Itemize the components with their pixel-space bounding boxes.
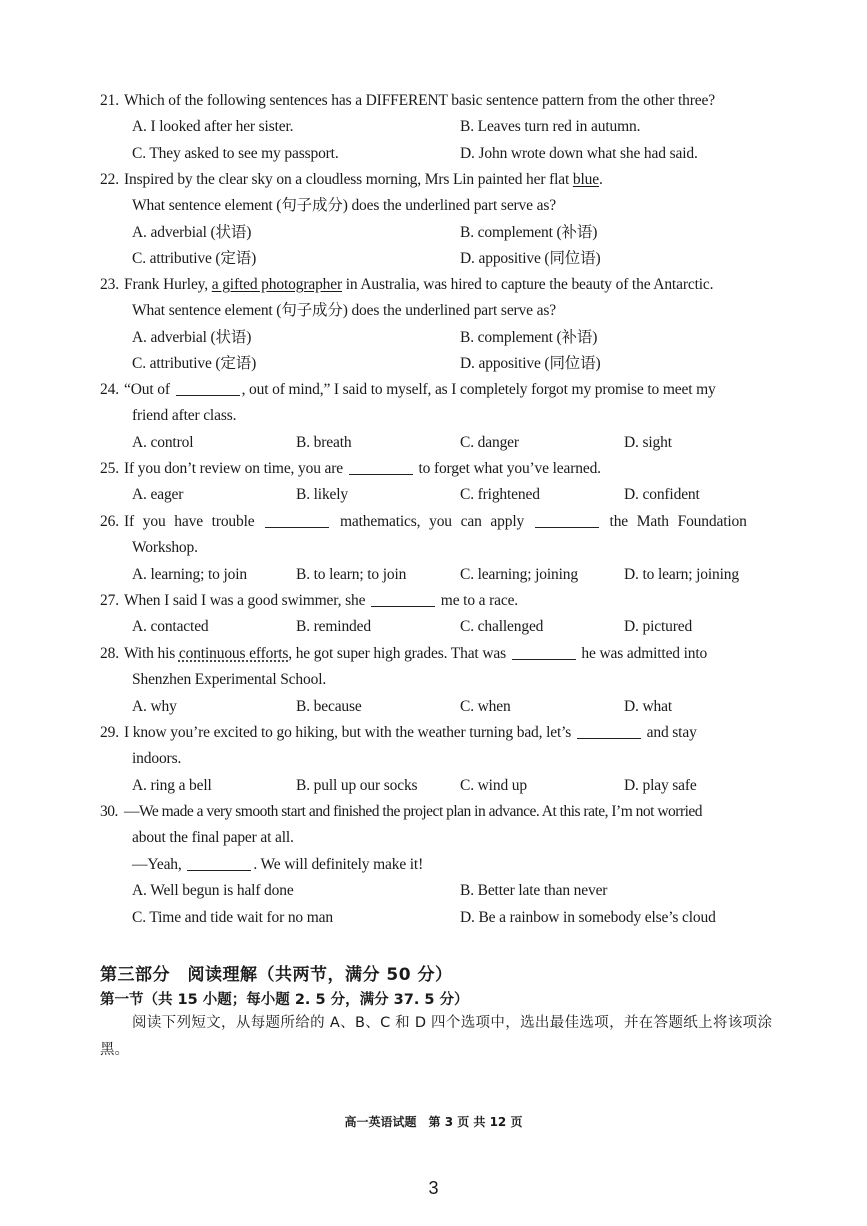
option-c[interactable]: C. learning; joining bbox=[460, 565, 578, 583]
option-d[interactable]: D. what bbox=[624, 697, 673, 715]
question-stem: 27. When I said I was a good swimmer, she me to a race. bbox=[100, 588, 780, 614]
option-d[interactable]: D. to learn; joining bbox=[624, 565, 739, 583]
option-b[interactable]: B. reminded bbox=[296, 618, 371, 636]
page-number: 3 bbox=[428, 1178, 439, 1198]
options-row bbox=[100, 905, 780, 931]
option-d[interactable]: D. pictured bbox=[624, 618, 693, 636]
answer-blank bbox=[512, 643, 576, 660]
question-number: 28. bbox=[100, 645, 119, 662]
option-a[interactable]: A. adverbial (状语) bbox=[132, 328, 252, 346]
dotted-underlined-part: continuous efforts bbox=[178, 645, 289, 662]
options-row bbox=[100, 114, 780, 140]
question-stem: 25. If you don’t review on time, you are to forget what you’ve learned. bbox=[100, 456, 780, 482]
option-b[interactable]: B. Better late than never bbox=[460, 882, 608, 900]
section-subtitle: 第一节（共 15 小题；每小题 2. 5 分，满分 37. 5 分） bbox=[100, 992, 469, 1008]
question-number: 25. bbox=[100, 460, 119, 477]
options-row bbox=[100, 694, 780, 720]
question-stem: 29. I know you’re excited to go hiking, but with the weather turning bad, let’s and stay bbox=[100, 720, 780, 746]
underlined-part: blue bbox=[572, 171, 599, 188]
question-number: 30. bbox=[100, 803, 118, 820]
answer-blank bbox=[577, 722, 641, 739]
option-a[interactable]: A. why bbox=[132, 697, 177, 715]
options-row bbox=[100, 246, 780, 272]
option-a[interactable]: A. Well begun is half done bbox=[132, 882, 294, 900]
question-stem: 22. Inspired by the clear sky on a cloudless morning, Mrs Lin painted her flat blue. bbox=[100, 167, 780, 193]
option-b[interactable]: B. because bbox=[296, 697, 362, 715]
option-c[interactable]: C. They asked to see my passport. bbox=[132, 144, 339, 162]
option-d[interactable]: D. appositive (同位语) bbox=[460, 250, 601, 268]
question-stem-continued: about the final paper at all. bbox=[132, 829, 294, 847]
option-c[interactable]: C. challenged bbox=[460, 618, 544, 636]
question-stem: 24. “Out of , out of mind,” I said to myself, as I completely forgot my promise to meet my bbox=[100, 377, 780, 403]
answer-blank bbox=[176, 379, 240, 396]
option-c[interactable]: C. wind up bbox=[460, 776, 527, 794]
options-row bbox=[100, 773, 780, 799]
options-row bbox=[100, 614, 780, 640]
question-25 bbox=[100, 456, 780, 509]
option-d[interactable]: D. Be a rainbow in somebody else’s cloud bbox=[460, 908, 716, 926]
answer-blank bbox=[535, 511, 599, 528]
option-b[interactable]: B. breath bbox=[296, 433, 352, 451]
page-footer: 高一英语试题 第 3 页 共 12 页 bbox=[344, 1115, 523, 1129]
question-sub-prompt: What sentence element (句子成分) does the underlined part serve as? bbox=[132, 197, 556, 215]
question-stem: 26. If you have trouble mathematics, you can apply the Math Foundation bbox=[100, 509, 780, 535]
question-sub-prompt: What sentence element (句子成分) does the underlined part serve as? bbox=[132, 302, 556, 320]
option-b[interactable]: B. pull up our socks bbox=[296, 776, 418, 794]
question-number: 26. bbox=[100, 513, 119, 530]
option-c[interactable]: C. danger bbox=[460, 433, 519, 451]
question-number: 24. bbox=[100, 381, 119, 398]
options-row bbox=[100, 325, 780, 351]
question-number: 23. bbox=[100, 276, 119, 293]
question-number: 21. bbox=[100, 92, 119, 109]
underlined-part: a gifted photographer bbox=[211, 276, 343, 293]
question-stem: 23. Frank Hurley, a gifted photographer in Australia, was hired to capture the beauty of the Antarctic. bbox=[100, 272, 780, 298]
option-d[interactable]: D. confident bbox=[624, 486, 700, 504]
option-c[interactable]: C. Time and tide wait for no man bbox=[132, 908, 333, 926]
options-row bbox=[100, 430, 780, 456]
answer-blank bbox=[349, 458, 413, 475]
options-row bbox=[100, 878, 780, 904]
option-d[interactable]: D. appositive (同位语) bbox=[460, 355, 601, 373]
options-row bbox=[100, 482, 780, 508]
section-title: 第三部分 阅读理解（共两节，满分 50 分） bbox=[100, 965, 453, 985]
question-28 bbox=[100, 641, 780, 720]
question-stem-continued: friend after class. bbox=[132, 407, 237, 425]
question-24 bbox=[100, 377, 780, 456]
options-row bbox=[100, 141, 780, 167]
question-stem-continued: Workshop. bbox=[132, 539, 198, 557]
option-a[interactable]: A. learning; to join bbox=[132, 565, 247, 583]
section-instruction: 阅读下列短文，从每题所给的 A、B、C 和 D 四个选项中，选出最佳选项，并在答题纸上将该项涂黑。 bbox=[100, 1015, 772, 1058]
option-b[interactable]: B. complement (补语) bbox=[460, 223, 598, 241]
question-stem: 28. With his continuous efforts, he got super high grades. That was he was admitted into bbox=[100, 641, 780, 667]
question-number: 22. bbox=[100, 171, 119, 188]
question-stem: 21. Which of the following sentences has a DIFFERENT basic sentence pattern from the other three? bbox=[100, 88, 780, 114]
option-c[interactable]: C. frightened bbox=[460, 486, 540, 504]
question-21 bbox=[100, 88, 780, 167]
option-a[interactable]: A. I looked after her sister. bbox=[132, 118, 294, 136]
option-b[interactable]: B. to learn; to join bbox=[296, 565, 407, 583]
options-row bbox=[100, 220, 780, 246]
question-22 bbox=[100, 167, 780, 273]
options-row bbox=[100, 562, 780, 588]
question-30 bbox=[100, 799, 780, 931]
option-b[interactable]: B. complement (补语) bbox=[460, 328, 598, 346]
option-c[interactable]: C. attributive (定语) bbox=[132, 250, 257, 268]
dialogue-reply: —Yeah, . We will definitely make it! bbox=[132, 855, 424, 873]
question-23 bbox=[100, 272, 780, 378]
question-stem-continued: indoors. bbox=[132, 750, 182, 768]
option-d[interactable]: D. John wrote down what she had said. bbox=[460, 144, 698, 162]
answer-blank bbox=[265, 511, 329, 528]
question-29 bbox=[100, 720, 780, 799]
option-a[interactable]: A. contacted bbox=[132, 618, 209, 636]
answer-blank bbox=[371, 590, 435, 607]
options-row bbox=[100, 351, 780, 377]
option-b[interactable]: B. Leaves turn red in autumn. bbox=[460, 118, 641, 136]
question-number: 29. bbox=[100, 724, 119, 741]
option-a[interactable]: A. eager bbox=[132, 486, 184, 504]
question-27 bbox=[100, 588, 780, 641]
question-stem-continued: Shenzhen Experimental School. bbox=[132, 671, 327, 689]
option-a[interactable]: A. control bbox=[132, 433, 194, 451]
question-number: 27. bbox=[100, 592, 119, 609]
answer-blank bbox=[187, 854, 251, 871]
option-b[interactable]: B. likely bbox=[296, 486, 349, 504]
option-d[interactable]: D. play safe bbox=[624, 776, 697, 794]
question-26 bbox=[100, 509, 780, 588]
question-stem: 30. —We made a very smooth start and finished the project plan in advance. At this rate, I’m not worried bbox=[100, 799, 780, 825]
option-c[interactable]: C. when bbox=[460, 697, 511, 715]
option-a[interactable]: A. adverbial (状语) bbox=[132, 223, 252, 241]
option-d[interactable]: D. sight bbox=[624, 433, 672, 451]
option-c[interactable]: C. attributive (定语) bbox=[132, 355, 257, 373]
option-a[interactable]: A. ring a bell bbox=[132, 776, 212, 794]
